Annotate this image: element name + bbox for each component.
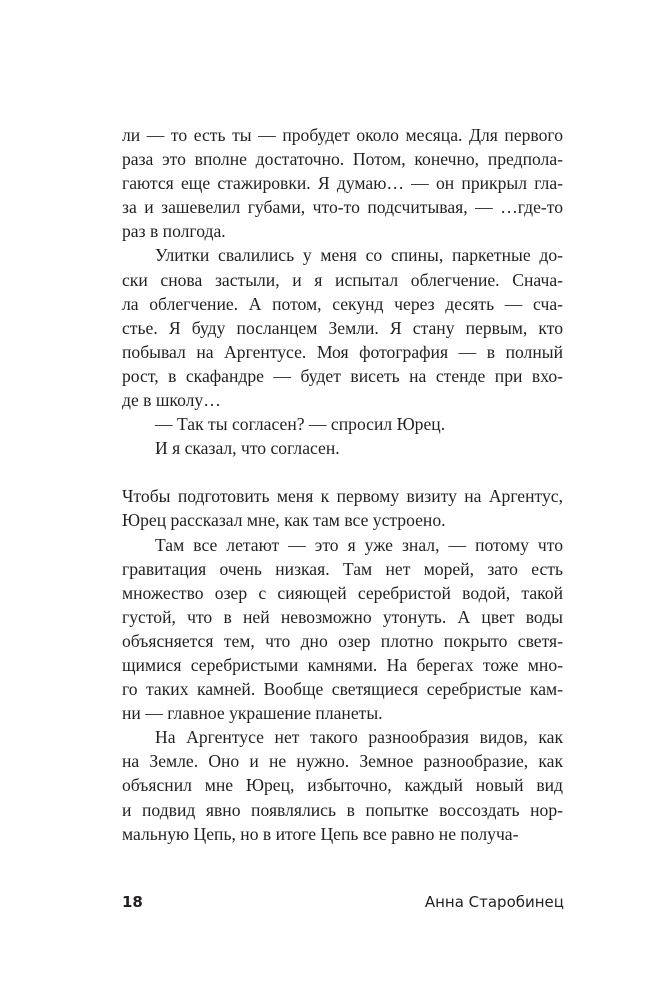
section-break	[122, 460, 563, 484]
paragraph	[122, 533, 563, 726]
text-line: ни — главное украшение планеты.	[122, 703, 383, 724]
paragraph	[122, 484, 563, 532]
text-line: ски снова застыли, и я испытал облегчение. Снача-	[122, 269, 563, 290]
text-line: На Аргентусе нет такого разнообразия видов, как	[155, 727, 563, 748]
page-footer	[122, 893, 564, 911]
text-line: Там все летают — это я уже знал, — потому что	[155, 534, 563, 555]
text-line: Чтобы подготовить меня к первому визиту на Аргентус,	[122, 486, 563, 507]
text-line: объясняется тем, что дно озер плотно покрыто светя-	[122, 630, 563, 651]
text-line: объяснил мне Юрец, избыточно, каждый новый вид	[122, 775, 563, 796]
text-line: — Так ты согласен? — спросил Юрец.	[155, 414, 446, 435]
running-footer-author: Анна Старобинец	[424, 893, 564, 911]
text-line: И я сказал, что согласен.	[155, 438, 340, 459]
text-line: рост, в скафандре — будет висеть на стенде при вхо-	[122, 365, 563, 386]
text-line: множество озер с сияющей серебристой водой, такой	[122, 582, 563, 603]
paragraph	[122, 243, 563, 412]
text-line: за и зашевелил губами, что-то подсчитывая, — …где-то	[122, 197, 563, 218]
text-line: Улитки свалились у меня со спины, паркетные до-	[155, 245, 563, 266]
text-line: раза это вполне достаточно. Потом, конечно, предпола-	[122, 149, 563, 170]
text-line: Юрец рассказал мне, как там все устроено.	[122, 510, 446, 531]
text-line: ли — то есть ты — пробудет около месяца. Для первого	[122, 125, 563, 145]
text-line: на Земле. Оно и не нужно. Земное разнообразие, как	[122, 751, 563, 772]
text-line: побывал на Аргентусе. Моя фотография — в полный	[122, 341, 563, 362]
text-line: и подвид явно появлялись в попытке воссоздать нор-	[122, 799, 563, 820]
page-body	[122, 123, 563, 846]
text-line: де в школу…	[122, 390, 221, 411]
text-line: гаются еще стажировки. Я думаю… — он прикрыл гла-	[122, 173, 563, 194]
paragraph	[122, 412, 563, 436]
text-line: щимися серебристыми камнями. На берегах тоже мно-	[122, 654, 563, 675]
page-number: 18	[122, 893, 143, 911]
text-line: стье. Я буду посланцем Земли. Я стану первым, кто	[122, 317, 563, 338]
text-line: го таких камней. Вообще светящиеся серебристые кам-	[122, 679, 563, 700]
text-line: густой, что в ней невозможно утонуть. А цвет воды	[122, 606, 563, 627]
paragraph	[122, 123, 563, 243]
paragraph	[122, 436, 563, 460]
text-line: мальную Цепь, но в итоге Цепь все равно не получа-	[122, 823, 519, 844]
paragraph	[122, 725, 563, 845]
text-line: гравитация очень низкая. Там нет морей, зато есть	[122, 558, 563, 579]
text-line: раз в полгода.	[122, 221, 226, 242]
text-line: ла облегчение. А потом, секунд через десять — сча-	[122, 293, 563, 314]
